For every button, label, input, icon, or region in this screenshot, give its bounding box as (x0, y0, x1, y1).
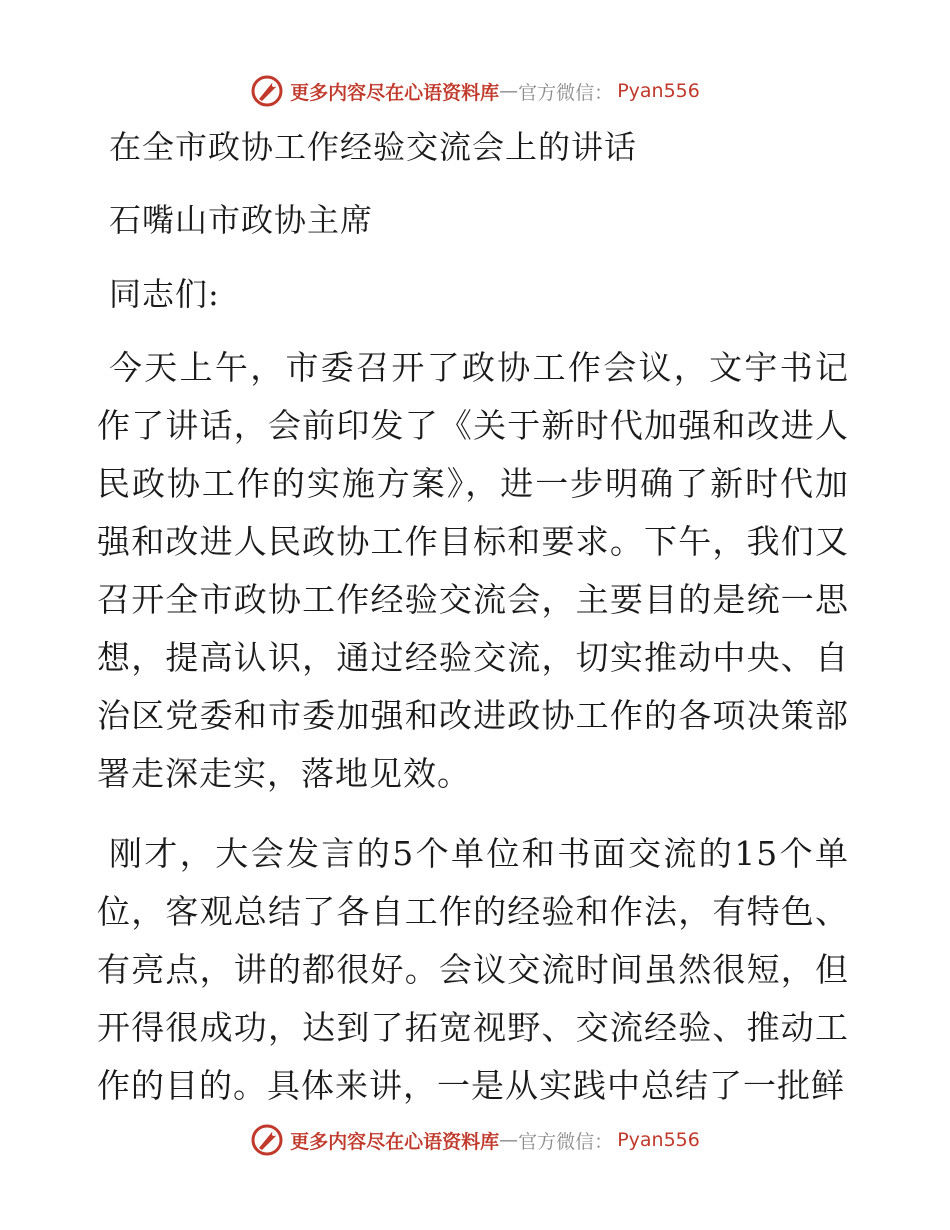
banner-wechat-label: 官方微信： (518, 81, 614, 104)
banner-wechat-account: Pyan556 (617, 1129, 700, 1151)
banner-wechat-account: Pyan556 (617, 80, 700, 102)
header-banner (0, 71, 950, 111)
banner-slogan: 更多内容尽在心语资料库 (290, 1130, 500, 1153)
banner-separator: — (499, 80, 519, 102)
footer-banner (0, 1120, 950, 1160)
banner-wechat-label: 官方微信： (518, 1130, 614, 1153)
banner-separator: — (499, 1129, 519, 1151)
pen-nib-logo-icon (250, 74, 284, 108)
document-salutation: 同志们: (109, 275, 220, 313)
document-speaker: 石嘴山市政协主席 (109, 201, 374, 239)
banner-slogan: 更多内容尽在心语资料库 (290, 81, 500, 104)
document-title: 在全市政协工作经验交流会上的讲话 (109, 128, 638, 166)
body-paragraph-2: 刚才，大会发言的5个单位和书面交流的15个单位，客观总结了各自工作的经验和作法，有特色、有亮点，讲的都很好。会议交流时间虽然很短，但开得很成功，达到了拓宽视野、交流经验、推动工作的目的。具体来讲，一是从实践中总结了一批鲜 (97, 834, 849, 1105)
body-paragraph-1: 今天上午，市委召开了政协工作会议，文宇书记作了讲话，会前印发了《关于新时代加强和改进人民政协工作的实施方案》，进一步明确了新时代加强和改进人民政协工作目标和要求。下午，我们又召开全市政协工作经验交流会，主要目的是统一思想，提高认识，通过经验交流，切实推动中央、自治区党委和市委加强和改进政协工作的各项决策部署走深走实，落地见效。 (97, 348, 849, 793)
pen-nib-logo-icon (250, 1123, 284, 1157)
